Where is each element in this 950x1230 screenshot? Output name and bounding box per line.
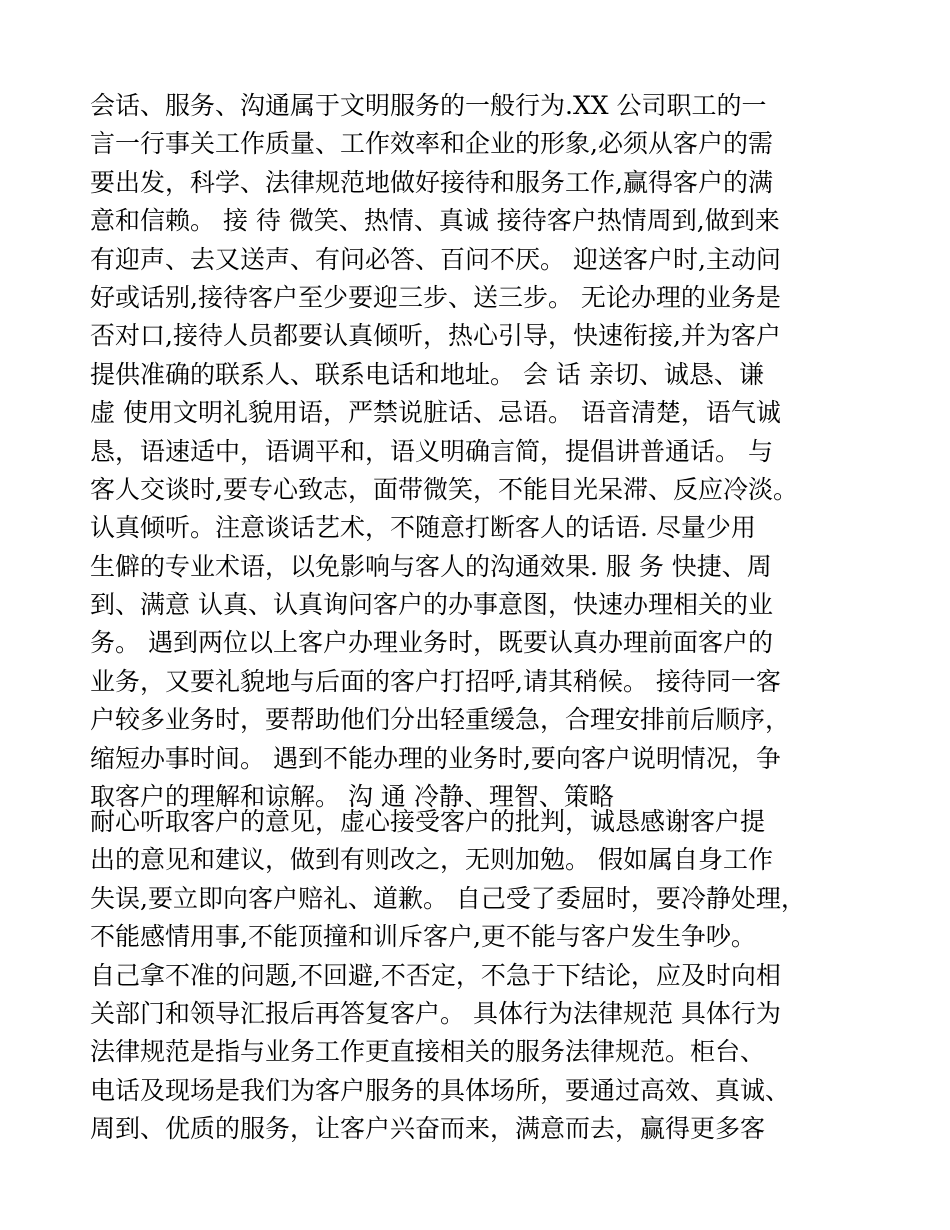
text-line: 要出发，科学、法律规范地做好接待和服务工作,赢得客户的满 [90,167,773,197]
text-line: 周到、优质的服务，让客户兴奋而来，满意而去，赢得更多客 [90,1114,766,1144]
text-line: 否对口,接待人员都要认真倾听，热心引导，快速衔接,并为客户 [90,321,781,351]
text-line: 到、满意 认真、认真询问客户的办事意图，快速办理相关的业 [90,590,773,620]
text-line: 虚 使用文明礼貌用语，严禁说脏话、忌语。 语音清楚，语气诚 [90,398,781,428]
text-line: 耐心听取客户的意见，虚心接受客户的批判，诚恳感谢客户提 [90,807,766,836]
text-line: 电话及现场是我们为客户服务的具体场所，要通过高效、真诚、 [90,1075,791,1105]
text-line: 有迎声、去又送声、有问必答、百问不厌。 迎送客户时,主动问 [90,244,781,274]
text-line: 缩短办事时间。 遇到不能办理的业务时,要向客户说明情况，争 [90,743,781,773]
text-line: 户较多业务时，要帮助他们分出轻重缓急，合理安排前后顺序， [90,705,791,735]
text-line: 生僻的专业术语，以免影响与客人的沟通效果. 服 务 快捷、周 [90,551,772,581]
text-line: 会话、服务、沟通属于文明服务的一般行为.XX 公司职工的一 [90,91,767,120]
text-line: 自己拿不准的问题,不回避,不否定，不急于下结论，应及时向相 [90,960,781,990]
text-line: 不能感情用事,不能顶撞和训斥客户,更不能与客户发生争吵。 [90,922,756,952]
text-line: 业务，又要礼貌地与后面的客户打招呼,请其稍候。 接待同一客 [90,666,781,696]
text-line: 失误,要立即向客户赔礼、道歉。 自己受了委屈时，要冷静处理， [90,883,806,913]
text-line: 出的意见和建议，做到有则改之，无则加勉。 假如属自身工作 [90,845,773,875]
text-line: 法律规范是指与业务工作更直接相关的服务法律规范。柜台、 [90,1037,766,1067]
text-line: 取客户的理解和谅解。 沟 通 冷静、理智、策略 [90,782,614,812]
paragraph-2 [90,803,890,1149]
text-line: 客人交谈时,要专心致志，面带微笑，不能目光呆滞、反应冷淡。 [90,474,798,504]
text-line: 提供准确的联系人、联系电话和地址。 会 话 亲切、诚恳、谦 [90,359,764,389]
text-line: 务。 遇到两位以上客户办理业务时，既要认真办理前面客户的 [90,628,773,658]
text-line: 认真倾听。注意谈话艺术，不随意打断客人的话语. 尽量少用 [90,513,756,543]
text-line: 恳，语速适中，语调平和，语义明确言简，提倡讲普通话。 与 [90,436,773,466]
text-line: 意和信赖。 接 待 微笑、热情、真诚 接待客户热情周到,做到来 [90,206,780,236]
text-line: 好或话别,接待客户至少要迎三步、送三步。 无论办理的业务是 [90,282,781,312]
paragraph-1 [90,87,890,816]
text-line: 言一行事关工作质量、工作效率和企业的形象,必须从客户的需 [90,129,773,159]
text-line: 关部门和领导汇报后再答复客户。 具体行为法律规范 具体行为 [90,998,781,1028]
